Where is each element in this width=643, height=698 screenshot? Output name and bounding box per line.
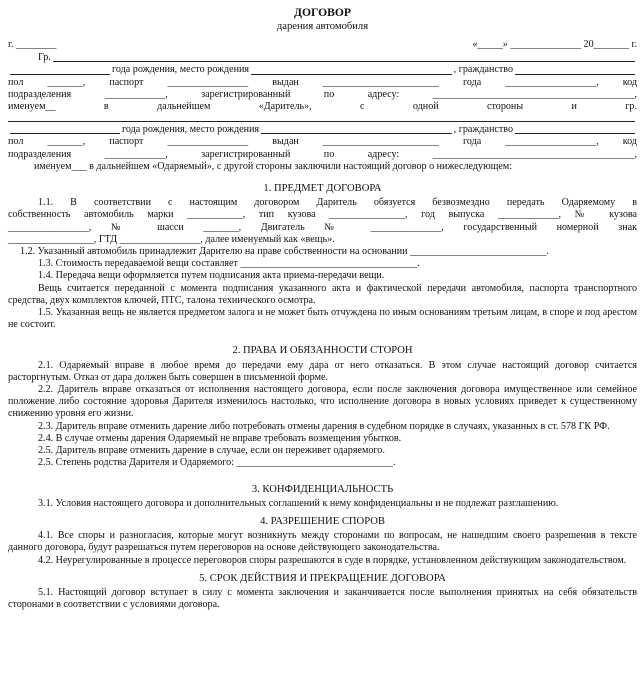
clause-1-3: 1.3. Стоимость передаваемой вещи составляет ___________________________________. — [38, 258, 420, 270]
clause-2-3: 2.3. Даритель вправе отменить дарение либо потребовать отмены дарения в судебном порядке в случаях, указанных в ст. 578 ГК РФ. — [38, 420, 610, 432]
clause-1-1-line-2: собственность автомобиль марки ___________, тип кузова _______________, год выпуска ____________, № кузова — [8, 209, 637, 221]
party1-birth-year-blank — [10, 66, 110, 75]
party2-role-line: именуем___ в дальнейшем «Одаряемый», с другой стороны заключили настоящий договор о нижеследующем: — [34, 160, 513, 172]
party2-citizenship-blank — [515, 125, 635, 134]
section-5-title: 5. СРОК ДЕЙСТВИЯ И ПРЕКРАЩЕНИЕ ДОГОВОРА — [199, 572, 446, 584]
party1-address-line: подразделения ____________, зарегистрированный по адресу: ________________________________________, — [8, 88, 637, 100]
section-2-title: 2. ПРАВА И ОБЯЗАННОСТИ СТОРОН — [232, 345, 413, 357]
party1-birthplace-blank — [251, 66, 452, 75]
party1-gr: Гр. — [38, 52, 51, 64]
section-1-title: 1. ПРЕДМЕТ ДОГОВОРА — [263, 183, 382, 195]
clause-2-4: 2.4. В случае отмены дарения Одаряемый не вправе требовать возмещения убытков. — [38, 432, 402, 444]
place-date-line — [8, 39, 637, 51]
clause-1-5: 1.5. Указанная вещь не является предметом залога и не может быть отчуждена по иным основаниям третьим лицам, в споре и под арестом не состоит. — [8, 307, 637, 331]
party1-passport-line: пол _______, паспорт ________________ выдан _______________________ года __________________, код — [8, 76, 637, 88]
city-field: г. ________ — [8, 39, 57, 50]
clause-4-1: 4.1. Все споры и разногласия, которые могут возникнуть между сторонами по вопросам, не нашедшим своего разрешения в тексте данного договора, будут разрешаться путем переговоров на основе действующего законодательства. — [8, 530, 637, 554]
party1-citizenship-label: , гражданство — [453, 64, 513, 76]
party1-birth-label: года рождения, место рождения — [112, 64, 250, 76]
party1-name-blank — [53, 53, 635, 62]
clause-2-2: 2.2. Даритель вправе отказаться от исполнения настоящего договора, если после заключения договора имущественное или семейное положение либо состояние здоровья Дарителя изменилось настолько, что исполнение договора в новых условиях приведет к существенному снижению уровня его жизни. — [8, 384, 637, 420]
date-field: «_____» ______________ 20_______ г. — [472, 39, 637, 50]
clause-1-1-line-4: _________________, ГТД ________________, далее именуемый как «вещь». — [8, 233, 335, 245]
clause-1-1-line-1: 1.1. В соответствии с настоящим договором Даритель обязуется безвозмездно передать Одаряемому в — [38, 197, 637, 209]
clause-1-4-transfer: Вещь считается переданной с момента подписания указанного акта и фактической передачи автомобиля, паспорта транспортного средства, двух комплектов ключей, ПТС, талона технического осмотра. — [8, 282, 637, 306]
clause-1-1-line-3: ________________, № шасси _______, Двигатель № ______________, государственный номерной знак — [8, 221, 637, 233]
party1-role-line: именуем__ в дальнейшем «Даритель», с одной стороны и гр. — [8, 101, 637, 113]
party2-address-line: подразделения ____________, зарегистрированный по адресу: ________________________________________, — [8, 148, 637, 160]
party2-birth-label: года рождения, место рождения — [122, 124, 260, 136]
party2-birth-year-blank — [10, 125, 120, 134]
clause-2-1: 2.1. Одаряемый вправе в любое время до передачи ему дара от него отказаться. В этом случае настоящий договор считается расторгнутым. Отказ от дара должен быть совершен в письменной форме. — [8, 359, 637, 383]
clause-4-2: 4.2. Неурегулированные в процессе переговоров споры разрешаются в суде в порядке, установленном действующим законодательством. — [38, 554, 627, 566]
party2-citizenship-label: , гражданство — [453, 124, 513, 136]
clause-3-1: 3.1. Условия настоящего договора и дополнительных соглашений к нему конфиденциальны и не подлежат разглашению. — [38, 497, 559, 509]
party2-passport-line: пол _______, паспорт ________________ выдан _______________________ года __________________, код — [8, 136, 637, 148]
document-subtitle: дарения автомобиля — [276, 21, 369, 32]
clause-2-6: 2.5. Степень родства Дарителя и Одаряемого: _______________________________. — [38, 457, 396, 469]
clause-2-5: 2.5. Даритель вправе отменить дарение в случае, если он переживет одаряемого. — [38, 445, 385, 457]
clause-5-1: 5.1. Настоящий договор вступает в силу с момента заключения и заканчивается после выполнения принятых на себя обязательств сторонами в соответствии с условиями договора. — [8, 586, 637, 611]
party-donor — [8, 52, 637, 113]
party2-name-blank — [8, 113, 635, 122]
party1-citizenship-blank — [515, 66, 635, 75]
document-title: ДОГОВОР — [294, 6, 351, 19]
section-3-title: 3. КОНФИДЕНЦИАЛЬНОСТЬ — [251, 483, 394, 495]
clause-1-4: 1.4. Передача вещи оформляется путем подписания акта приема-передачи вещи. — [38, 270, 385, 282]
party2-birthplace-blank — [261, 125, 452, 134]
party-donee — [8, 113, 637, 173]
section-4-title: 4. РАЗРЕШЕНИЕ СПОРОВ — [260, 515, 385, 527]
clause-1-2: 1.2. Указанный автомобиль принадлежит Дарителю на праве собственности на основании ___________________________. — [20, 246, 549, 258]
